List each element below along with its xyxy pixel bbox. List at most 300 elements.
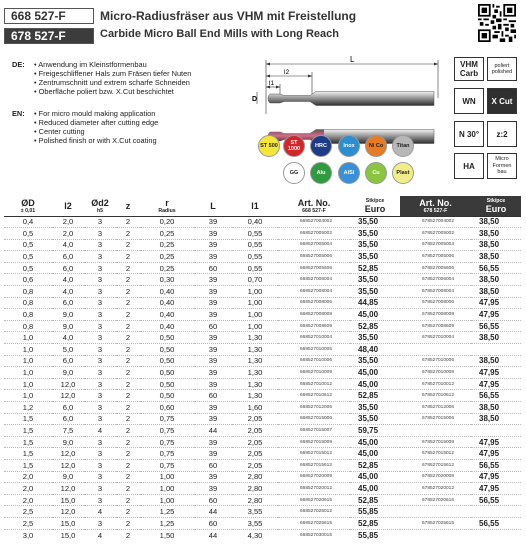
- list-item: • Polished finish or with X.Cut coating: [34, 136, 158, 145]
- cell-price2: 38,50: [471, 355, 521, 367]
- col-header-d: ØD ± 0,01: [20, 197, 36, 214]
- table-row: [4, 425, 521, 437]
- table-row: [4, 517, 521, 529]
- cell-art2: 678527008609: [400, 320, 471, 332]
- cell-z: 2: [116, 425, 140, 437]
- cell-price2: [471, 425, 521, 437]
- cell-price2: 38,50: [471, 216, 521, 228]
- table-row: [4, 239, 521, 251]
- cell-l1: 0,70: [232, 274, 278, 286]
- cell-d: 0,8: [4, 297, 52, 309]
- cell-r: 0,25: [140, 251, 194, 263]
- table-row: [4, 471, 521, 483]
- cell-l1: 1,30: [232, 344, 278, 356]
- cell-d2: 3: [84, 471, 116, 483]
- cell-z: 2: [116, 506, 140, 518]
- cell-art2: 678527010009: [400, 367, 471, 379]
- spec-flutes: z:2: [487, 121, 517, 147]
- cell-L: 39: [194, 483, 232, 495]
- list-item: • Freigeschliffener Hals zum Fräsen tiefer Nuten: [34, 69, 191, 78]
- cell-art1: 668527005004: [278, 239, 350, 251]
- cell-art1: 668527015012: [278, 448, 350, 460]
- cell-L: 39: [194, 367, 232, 379]
- material-titan-icon: Titan: [392, 135, 414, 157]
- cell-l2: 9,0: [52, 309, 84, 321]
- cell-l1: 2,05: [232, 459, 278, 471]
- cell-art1: 668527015009: [278, 436, 350, 448]
- cell-price2: 47,95: [471, 448, 521, 460]
- cell-l1: 3,55: [232, 517, 278, 529]
- cell-l2: 12,0: [52, 506, 84, 518]
- cell-z: 2: [116, 413, 140, 425]
- cell-l2: 12,0: [52, 483, 84, 495]
- cell-art1: 668527006004: [278, 274, 350, 286]
- cell-r: 0,60: [140, 402, 194, 414]
- cell-z: 2: [116, 239, 140, 251]
- col-header-l2: l2: [64, 200, 72, 211]
- cell-d: 1,0: [4, 344, 52, 356]
- cell-r: 1,00: [140, 483, 194, 495]
- cell-price2: 47,95: [471, 483, 521, 495]
- cell-art2: 678527015612: [400, 459, 471, 471]
- cell-price2: 38,50: [471, 239, 521, 251]
- cell-l2: 15,0: [52, 517, 84, 529]
- cell-d: 2,0: [4, 483, 52, 495]
- cell-d2: 3: [84, 355, 116, 367]
- cell-l1: 0,40: [232, 216, 278, 228]
- cell-z: 2: [116, 228, 140, 240]
- cell-d: 2,0: [4, 471, 52, 483]
- table-row: [4, 344, 521, 356]
- cell-L: 39: [194, 413, 232, 425]
- cell-price1: 45,00: [350, 367, 400, 379]
- cell-art2: 678527010006: [400, 355, 471, 367]
- cell-price2: 47,95: [471, 436, 521, 448]
- cell-l1: 2,05: [232, 436, 278, 448]
- cell-L: 60: [194, 459, 232, 471]
- cell-r: 0,75: [140, 425, 194, 437]
- cell-d2: 3: [84, 239, 116, 251]
- cell-art2: 678527020012: [400, 483, 471, 495]
- dim-D: D: [252, 96, 258, 103]
- cell-d: 1,5: [4, 425, 52, 437]
- product-table: [4, 196, 521, 541]
- table-row: [4, 390, 521, 402]
- cell-price1: 35,50: [350, 274, 400, 286]
- cell-r: 0,40: [140, 286, 194, 298]
- table-row: [4, 529, 521, 541]
- list-item: • For micro mould making application: [34, 109, 158, 118]
- table-row: [4, 297, 521, 309]
- cell-L: 39: [194, 332, 232, 344]
- cell-z: 2: [116, 367, 140, 379]
- cell-l1: 1,30: [232, 367, 278, 379]
- cell-z: 2: [116, 216, 140, 228]
- list-item: • Center cutting: [34, 127, 158, 136]
- cell-r: 0,20: [140, 216, 194, 228]
- spec-ha-shank: HA: [454, 153, 484, 179]
- cell-r: 0,50: [140, 344, 194, 356]
- cell-price1: 35,50: [350, 332, 400, 344]
- cell-art2: 678527010004: [400, 332, 471, 344]
- cell-d2: 3: [84, 367, 116, 379]
- cell-art2: 678527005606: [400, 262, 471, 274]
- cell-price1: 55,85: [350, 529, 400, 541]
- description-de-list: [34, 60, 191, 96]
- description-en-list: [34, 109, 158, 145]
- cell-L: 39: [194, 471, 232, 483]
- cell-price2: 38,50: [471, 402, 521, 414]
- cell-art2: 678527005006: [400, 251, 471, 263]
- cell-d2: 3: [84, 251, 116, 263]
- cell-price1: 52,85: [350, 517, 400, 529]
- cell-d: 0,5: [4, 262, 52, 274]
- cell-L: 39: [194, 239, 232, 251]
- cell-price1: 35,50: [350, 239, 400, 251]
- cell-price2: 47,95: [471, 367, 521, 379]
- table-row: [4, 251, 521, 263]
- cell-l2: 5,0: [52, 344, 84, 356]
- cell-l2: 6,0: [52, 402, 84, 414]
- cell-d: 0,8: [4, 309, 52, 321]
- cell-price2: [471, 344, 521, 356]
- cell-l2: 6,0: [52, 413, 84, 425]
- cell-art2: 678527020615: [400, 494, 471, 506]
- cell-d: 1,0: [4, 367, 52, 379]
- cell-z: 2: [116, 483, 140, 495]
- table-row: [4, 274, 521, 286]
- cell-d2: 3: [84, 297, 116, 309]
- table-row: [4, 216, 521, 228]
- cell-L: 44: [194, 506, 232, 518]
- cell-d: 0,8: [4, 286, 52, 298]
- cell-l1: 1,00: [232, 297, 278, 309]
- cell-art2: 678527010012: [400, 378, 471, 390]
- cell-l1: 2,05: [232, 448, 278, 460]
- cell-art1: 668527020009: [278, 471, 350, 483]
- cell-z: 2: [116, 529, 140, 541]
- cell-art1: 668527010009: [278, 367, 350, 379]
- cell-r: 1,25: [140, 517, 194, 529]
- cell-L: 60: [194, 494, 232, 506]
- cell-price2: [471, 506, 521, 518]
- cell-l1: 1,30: [232, 355, 278, 367]
- cell-art1: 668527010006: [278, 355, 350, 367]
- cell-d2: 3: [84, 436, 116, 448]
- cell-price1: 45,00: [350, 436, 400, 448]
- spec-vhm-carbide: VHM Carb: [454, 57, 484, 81]
- cell-d: 0,5: [4, 239, 52, 251]
- cell-art1: 668527010612: [278, 390, 350, 402]
- cell-art2: 678527006004: [400, 274, 471, 286]
- cell-l1: 0,55: [232, 239, 278, 251]
- material-cu-icon: Cu: [365, 162, 387, 184]
- table-row: [4, 494, 521, 506]
- cell-L: 39: [194, 355, 232, 367]
- cell-l2: 9,0: [52, 471, 84, 483]
- list-item: • Anwendung im Kleinstformenbau: [34, 60, 191, 69]
- cell-art2: 678527015012: [400, 448, 471, 460]
- table-row: [4, 413, 521, 425]
- cell-L: 60: [194, 517, 232, 529]
- material-plast-icon: Plast: [392, 162, 414, 184]
- cell-d: 1,0: [4, 332, 52, 344]
- cell-price2: 56,55: [471, 459, 521, 471]
- cell-r: 1,25: [140, 506, 194, 518]
- cell-z: 2: [116, 274, 140, 286]
- cell-z: 2: [116, 320, 140, 332]
- cell-z: 2: [116, 355, 140, 367]
- cell-l1: 0,55: [232, 228, 278, 240]
- material-inox-icon: Inox: [338, 135, 360, 157]
- cell-l1: 1,00: [232, 286, 278, 298]
- cell-l2: 6,0: [52, 262, 84, 274]
- cell-r: 0,40: [140, 309, 194, 321]
- cell-d: 1,5: [4, 413, 52, 425]
- cell-d: 2,5: [4, 517, 52, 529]
- cell-r: 0,75: [140, 436, 194, 448]
- material-alu-icon: Alu: [310, 162, 332, 184]
- col-header-l1: l1: [251, 200, 259, 211]
- cell-art2: 678527008009: [400, 309, 471, 321]
- cell-art1: 668527030015: [278, 529, 350, 541]
- cell-d2: 3: [84, 262, 116, 274]
- cell-L: 39: [194, 309, 232, 321]
- cell-l2: 4,0: [52, 239, 84, 251]
- cell-price2: 56,55: [471, 494, 521, 506]
- cell-d2: 3: [84, 494, 116, 506]
- cell-price1: 35,50: [350, 216, 400, 228]
- cell-d: 1,0: [4, 355, 52, 367]
- table-row: [4, 262, 521, 274]
- cell-l2: 4,0: [52, 332, 84, 344]
- cell-d: 1,0: [4, 390, 52, 402]
- table-row: [4, 459, 521, 471]
- cell-l1: 1,30: [232, 390, 278, 402]
- cell-l1: 1,30: [232, 332, 278, 344]
- cell-art2: 678527025615: [400, 517, 471, 529]
- cell-d2: 3: [84, 332, 116, 344]
- cell-d: 1,5: [4, 448, 52, 460]
- col-header-r: r Radius: [158, 197, 176, 214]
- cell-l2: 12,0: [52, 390, 84, 402]
- table-row: [4, 448, 521, 460]
- title-german: Micro-Radiusfräser aus VHM mit Freistellung: [100, 9, 357, 23]
- cell-d: 0,5: [4, 251, 52, 263]
- cell-d: 1,0: [4, 378, 52, 390]
- col-header-L: L: [210, 200, 216, 211]
- cell-d2: 3: [84, 402, 116, 414]
- list-item: • Oberfläche poliert bzw. X.Cut beschichtet: [34, 87, 191, 96]
- material-alsi-icon: AlSi: [338, 162, 360, 184]
- cell-L: 39: [194, 344, 232, 356]
- cell-art2: 678527005004: [400, 239, 471, 251]
- cell-price1: 45,00: [350, 471, 400, 483]
- cell-r: 0,25: [140, 228, 194, 240]
- cell-d: 2,0: [4, 494, 52, 506]
- cell-r: 0,50: [140, 378, 194, 390]
- table-row: [4, 355, 521, 367]
- cell-z: 2: [116, 390, 140, 402]
- cell-d: 1,2: [4, 402, 52, 414]
- cell-r: 0,25: [140, 239, 194, 251]
- cell-price1: 35,50: [350, 355, 400, 367]
- cell-d2: 3: [84, 413, 116, 425]
- cell-art1: 668527008004: [278, 286, 350, 298]
- cell-d2: 3: [84, 378, 116, 390]
- dim-L: L: [350, 55, 355, 64]
- cell-l2: 7,5: [52, 425, 84, 437]
- list-item: • Zentrumschnitt und extrem scharfe Schneiden: [34, 78, 191, 87]
- cell-z: 2: [116, 378, 140, 390]
- table-row: [4, 309, 521, 321]
- cell-art1: 668527012006: [278, 402, 350, 414]
- cell-l2: 15,0: [52, 494, 84, 506]
- cell-z: 2: [116, 251, 140, 263]
- dim-l2: l2: [284, 69, 290, 76]
- cell-l1: 2,80: [232, 483, 278, 495]
- material-nico-icon: Ni Co: [365, 135, 387, 157]
- cell-art1: 668527025615: [278, 517, 350, 529]
- cell-L: 39: [194, 436, 232, 448]
- cell-l2: 12,0: [52, 459, 84, 471]
- cell-l1: 2,80: [232, 471, 278, 483]
- cell-art1: 668527005006: [278, 251, 350, 263]
- cell-d: 0,5: [4, 228, 52, 240]
- cell-price1: 52,85: [350, 494, 400, 506]
- cell-price2: 38,50: [471, 286, 521, 298]
- cell-art2: 678527012006: [400, 402, 471, 414]
- cell-L: 39: [194, 274, 232, 286]
- cell-r: 0,50: [140, 332, 194, 344]
- lang-label-de: DE:: [12, 60, 25, 69]
- cell-art2: 678527020009: [400, 471, 471, 483]
- cell-L: 44: [194, 529, 232, 541]
- cell-z: 2: [116, 517, 140, 529]
- cell-d2: 3: [84, 459, 116, 471]
- cell-l1: 4,30: [232, 529, 278, 541]
- cell-art1: 668527010012: [278, 378, 350, 390]
- cell-l1: 1,00: [232, 309, 278, 321]
- cell-L: 60: [194, 262, 232, 274]
- material-st1000-icon: ST 1000: [283, 135, 305, 157]
- cell-d2: 3: [84, 448, 116, 460]
- title-english: Carbide Micro Ball End Mills with Long Reach: [100, 28, 339, 40]
- cell-l2: 9,0: [52, 367, 84, 379]
- cell-price1: 45,00: [350, 483, 400, 495]
- cell-r: 0,40: [140, 320, 194, 332]
- cell-r: 1,00: [140, 494, 194, 506]
- cell-d2: 3: [84, 216, 116, 228]
- cell-l2: 9,0: [52, 436, 84, 448]
- table-row: [4, 436, 521, 448]
- spec-helix-angle: N 30°: [454, 121, 484, 147]
- cell-art1: 668527015007: [278, 425, 350, 437]
- cell-r: 0,75: [140, 413, 194, 425]
- cell-art2: 678527010612: [400, 390, 471, 402]
- cell-price1: 59,75: [350, 425, 400, 437]
- cell-L: 44: [194, 425, 232, 437]
- cell-price2: 56,55: [471, 517, 521, 529]
- cell-d2: 4: [84, 506, 116, 518]
- cell-z: 2: [116, 297, 140, 309]
- cell-l1: 2,05: [232, 413, 278, 425]
- cell-z: 2: [116, 286, 140, 298]
- cell-L: 60: [194, 390, 232, 402]
- cell-price2: 38,50: [471, 332, 521, 344]
- cell-price1: 52,85: [350, 390, 400, 402]
- cell-r: 0,50: [140, 367, 194, 379]
- cell-price2: 38,50: [471, 413, 521, 425]
- cell-d: 0,4: [4, 216, 52, 228]
- col-header-z: z: [125, 200, 131, 211]
- cell-l1: 1,30: [232, 378, 278, 390]
- cell-art2: 678527008004: [400, 286, 471, 298]
- cell-art2: 678527008006: [400, 297, 471, 309]
- cell-z: 2: [116, 262, 140, 274]
- cell-l2: 4,0: [52, 286, 84, 298]
- cell-l2: 2,0: [52, 228, 84, 240]
- cell-d2: 3: [84, 344, 116, 356]
- col-header-art1: Art. No. 668 527-F: [297, 197, 331, 214]
- dim-l1: l1: [269, 80, 275, 87]
- cell-r: 0,75: [140, 448, 194, 460]
- cell-d: 0,6: [4, 274, 52, 286]
- cell-art1: 668527005002: [278, 228, 350, 240]
- material-hrc-icon: HRC: [310, 135, 332, 157]
- cell-d2: 3: [84, 309, 116, 321]
- cell-art2: [400, 529, 471, 541]
- cell-art2: [400, 425, 471, 437]
- cell-price1: 52,85: [350, 320, 400, 332]
- table-row: [4, 332, 521, 344]
- cell-z: 2: [116, 402, 140, 414]
- cell-price2: 56,55: [471, 390, 521, 402]
- cell-price1: 52,85: [350, 262, 400, 274]
- cell-art1: 668527008006: [278, 297, 350, 309]
- cell-z: 2: [116, 344, 140, 356]
- cell-z: 2: [116, 448, 140, 460]
- cell-d: 2,5: [4, 506, 52, 518]
- cell-l1: 0,55: [232, 262, 278, 274]
- table-row: [4, 320, 521, 332]
- cell-art2: [400, 506, 471, 518]
- cell-L: 60: [194, 320, 232, 332]
- cell-art2: 678527004002: [400, 216, 471, 228]
- cell-d2: 3: [84, 274, 116, 286]
- cell-price2: 47,95: [471, 309, 521, 321]
- cell-art1: 668527020615: [278, 494, 350, 506]
- cell-d2: 4: [84, 425, 116, 437]
- spec-xcut-coating: X Cut: [487, 88, 517, 114]
- cell-price2: 56,55: [471, 262, 521, 274]
- cell-art1: 668527005606: [278, 262, 350, 274]
- cell-art2: [400, 344, 471, 356]
- cell-z: 2: [116, 459, 140, 471]
- cell-l1: 2,80: [232, 494, 278, 506]
- cell-price2: 38,50: [471, 228, 521, 240]
- cell-L: 39: [194, 286, 232, 298]
- table-row: [4, 402, 521, 414]
- cell-l2: 9,0: [52, 320, 84, 332]
- cell-d2: 3: [84, 286, 116, 298]
- table-row: [4, 286, 521, 298]
- cell-z: 2: [116, 309, 140, 321]
- cell-L: 39: [194, 228, 232, 240]
- cell-l1: 1,60: [232, 402, 278, 414]
- cell-r: 0,75: [140, 459, 194, 471]
- cell-d2: 3: [84, 228, 116, 240]
